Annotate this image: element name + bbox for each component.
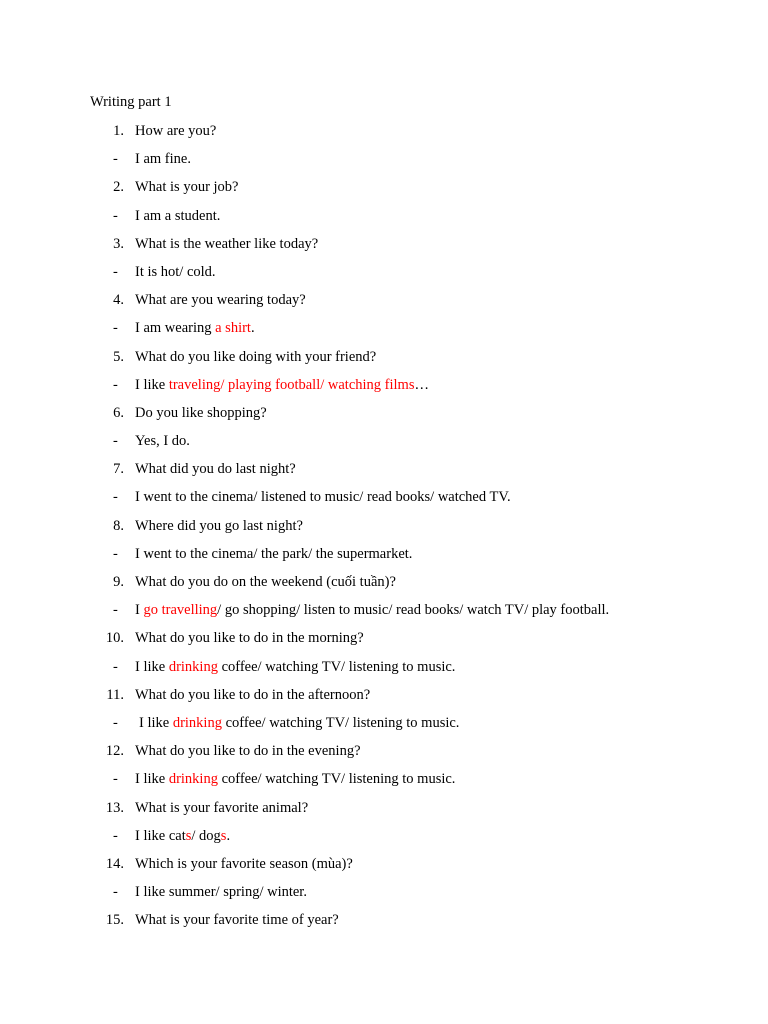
answer-bullet: - (113, 658, 118, 675)
answer-bullet: - (113, 771, 118, 788)
question-text (135, 742, 361, 760)
answer-item (0, 827, 768, 855)
text-segment: I am a student. (135, 207, 221, 224)
question-number: 5. (113, 348, 124, 365)
text-segment: I like summer/ spring/ winter. (135, 884, 307, 901)
answer-text (135, 376, 429, 394)
text-segment: What is your job? (135, 179, 239, 196)
text-segment: coffee/ watching TV/ listening to music. (217, 771, 456, 788)
text-segment: Where did you go last night? (135, 517, 303, 534)
text-segment: What is your favorite time of year? (135, 912, 339, 929)
question-text (135, 235, 318, 253)
question-item (0, 291, 768, 319)
answer-bullet: - (113, 376, 118, 393)
text-segment: I (135, 602, 144, 619)
answer-text (135, 488, 511, 506)
question-item (0, 629, 768, 657)
text-segment: . (226, 827, 231, 844)
answer-item (0, 207, 768, 235)
answer-text (135, 432, 190, 450)
answer-text (135, 827, 230, 845)
text-segment: I like (135, 376, 169, 393)
answer-text (135, 150, 191, 168)
answer-bullet: - (113, 489, 118, 506)
answer-item (0, 883, 768, 911)
answer-item (0, 770, 768, 798)
question-item (0, 686, 768, 714)
question-number: 10. (105, 630, 124, 647)
answer-text (135, 658, 455, 676)
question-number: 14. (105, 855, 124, 872)
question-text (135, 460, 296, 478)
text-segment: coffee/ watching TV/ listening to music. (217, 658, 456, 675)
text-segment: I like cat (135, 827, 186, 844)
question-item (0, 348, 768, 376)
question-item (0, 235, 768, 263)
question-number: 3. (113, 235, 124, 252)
text-segment: Do you like shopping? (135, 404, 267, 421)
answer-text (135, 770, 455, 788)
answer-text (135, 207, 220, 225)
question-item (0, 460, 768, 488)
question-text (135, 911, 339, 929)
text-segment: I went to the cinema/ listened to music/ read books/ watched TV. (135, 489, 511, 506)
text-segment: What do you like doing with your friend? (135, 348, 377, 365)
question-text (135, 855, 353, 873)
text-segment: What is the weather like today? (135, 235, 319, 252)
question-item (0, 517, 768, 545)
answer-item (0, 488, 768, 516)
question-text (135, 799, 308, 817)
text-segment: I am wearing (135, 320, 216, 337)
text-segment: What do you do on the weekend (cuối tuần)? (135, 574, 396, 590)
answer-text (135, 545, 412, 563)
answer-bullet: - (113, 263, 118, 280)
text-segment: … (414, 376, 429, 393)
text-segment: I am fine. (135, 151, 191, 168)
answer-bullet: - (113, 714, 118, 731)
highlighted-text: drinking (168, 658, 218, 675)
question-text (135, 517, 303, 535)
highlighted-text: go travelling (143, 602, 218, 619)
answer-bullet: - (113, 884, 118, 901)
text-segment: I like (135, 771, 169, 788)
question-number: 6. (113, 404, 124, 421)
question-text (135, 629, 364, 647)
text-segment: What did you do last night? (135, 461, 296, 478)
question-number: 9. (113, 574, 124, 590)
answer-text (139, 714, 459, 732)
question-number: 7. (113, 461, 124, 478)
answer-bullet: - (113, 433, 118, 450)
answer-item (0, 601, 768, 629)
question-number: 4. (113, 292, 124, 309)
question-text (135, 404, 267, 422)
question-item (0, 855, 768, 883)
question-item (0, 799, 768, 827)
answer-text (135, 263, 216, 281)
highlighted-text: drinking (168, 771, 218, 788)
question-number: 8. (113, 517, 124, 534)
text-segment: I like (135, 658, 169, 675)
question-text (135, 348, 376, 366)
answer-bullet: - (113, 602, 118, 619)
answer-item (0, 714, 768, 742)
answer-bullet: - (113, 827, 118, 844)
document-heading: Writing part 1 (90, 94, 172, 110)
question-item (0, 404, 768, 432)
answer-bullet: - (113, 207, 118, 224)
question-text (135, 291, 306, 309)
answer-item (0, 432, 768, 460)
text-segment: How are you? (135, 123, 217, 139)
answer-bullet: - (113, 545, 118, 562)
answer-item (0, 319, 768, 347)
answer-item (0, 545, 768, 573)
question-text (135, 573, 396, 591)
question-item (0, 122, 768, 150)
text-segment: What are you wearing today? (135, 292, 306, 309)
text-segment: What is your favorite animal? (135, 799, 309, 816)
answer-bullet: - (113, 320, 118, 337)
answer-bullet: - (113, 151, 118, 168)
text-segment: It is hot/ cold. (135, 263, 216, 280)
question-number: 15. (105, 912, 124, 929)
answer-item (0, 150, 768, 178)
text-segment: / go shopping/ listen to music/ read books/ watch TV/ play football. (217, 602, 610, 619)
text-segment: Which is your favorite season (mùa)? (135, 855, 353, 872)
text-segment: . (250, 320, 255, 337)
question-text (135, 122, 216, 140)
text-segment: What do you like to do in the morning? (135, 630, 364, 647)
question-number: 11. (106, 686, 124, 703)
question-item (0, 573, 768, 601)
answer-item (0, 658, 768, 686)
text-segment: Yes, I do. (135, 433, 190, 450)
qa-list (0, 122, 768, 939)
answer-item (0, 263, 768, 291)
question-number: 12. (105, 743, 124, 760)
question-number: 2. (113, 179, 124, 196)
text-segment: / dog (191, 827, 221, 844)
question-number: 1. (113, 123, 124, 139)
highlighted-text: drinking (172, 714, 222, 731)
question-text (135, 686, 370, 704)
question-item (0, 178, 768, 206)
text-segment: I went to the cinema/ the park/ the supermarket. (135, 545, 413, 562)
text-segment: I like (139, 714, 173, 731)
text-segment: What do you like to do in the evening? (135, 743, 361, 760)
highlighted-text: s (185, 827, 192, 844)
answer-item (0, 376, 768, 404)
highlighted-text: traveling/ playing football/ watching films (168, 376, 415, 393)
text-segment: coffee/ watching TV/ listening to music. (221, 714, 460, 731)
answer-text (135, 883, 307, 901)
question-item (0, 742, 768, 770)
question-number: 13. (105, 799, 124, 816)
highlighted-text: a shirt (215, 320, 251, 337)
question-text (135, 178, 239, 196)
text-segment: What do you like to do in the afternoon? (135, 686, 371, 703)
highlighted-text: s (220, 827, 227, 844)
answer-text (135, 601, 609, 619)
answer-text (135, 319, 255, 337)
question-item (0, 911, 768, 939)
